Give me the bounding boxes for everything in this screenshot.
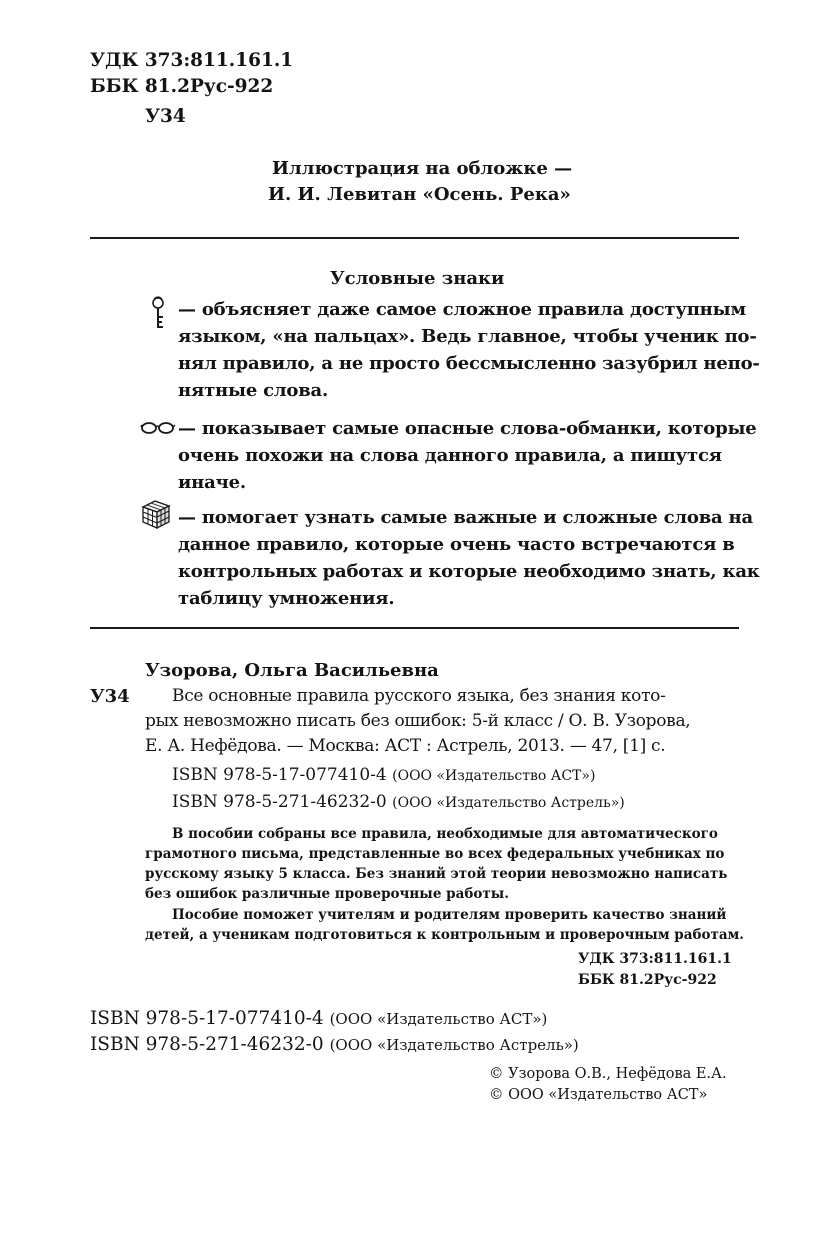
glasses-item-line: иначе. xyxy=(178,472,246,493)
isbn-publisher: (ООО «Издательство Астрель») xyxy=(329,1036,579,1054)
isbn-number: ISBN 978-5-17-077410-4 xyxy=(172,765,387,785)
isbn-number: ISBN 978-5-17-077410-4 xyxy=(90,1008,324,1029)
annotation-line: В пособии собраны все правила, необходимые для автоматического xyxy=(172,826,718,842)
isbn-number: ISBN 978-5-271-46232-0 xyxy=(172,792,387,812)
divider-middle xyxy=(90,627,739,629)
isbn-publisher: (ООО «Издательство АСТ») xyxy=(392,768,596,784)
catalog-isbn2 xyxy=(172,792,625,812)
legend-title: Условные знаки xyxy=(330,268,505,289)
footer-isbn2 xyxy=(90,1034,579,1055)
annotation-line: детей, а ученикам подготовиться к контрольным и проверочным работам. xyxy=(145,927,744,943)
annotation-line: грамотного письма, представленные во всех федеральных учебниках по xyxy=(145,846,725,862)
divider-top xyxy=(90,237,739,239)
catalog-isbn1 xyxy=(172,765,595,785)
glasses-icon xyxy=(140,418,176,438)
isbn-publisher: (ООО «Издательство Астрель») xyxy=(392,795,625,811)
isbn-publisher: (ООО «Издательство АСТ») xyxy=(329,1010,548,1028)
catalog-mark: У34 xyxy=(90,686,130,707)
catalog-author: Узорова, Ольга Васильевна xyxy=(145,660,439,681)
illustration-line1: Иллюстрация на обложке — xyxy=(272,158,573,179)
catalog-description-line: Е. А. Нефёдова. — Москва: АСТ : Астрель, 2013. — 47, [1] с. xyxy=(145,736,666,756)
udk-code: УДК 373:811.161.1 xyxy=(90,50,294,71)
key-icon xyxy=(145,296,171,330)
key-item-line: нятные слова. xyxy=(178,380,329,401)
bbk-code: ББК 81.2Рус-922 xyxy=(90,76,274,97)
annotation-line: русскому языку 5 класса. Без знаний этой теории невозможно написать xyxy=(145,866,728,882)
annotation-line: без ошибок различные проверочные работы. xyxy=(145,886,509,902)
cube-icon xyxy=(140,498,172,530)
key-item-line: нял правило, а не просто бессмысленно зазубрил непо- xyxy=(178,353,760,374)
illustration-line2: И. И. Левитан «Осень. Река» xyxy=(268,184,571,205)
catalog-description-line: Все основные правила русского языка, без знания кото- xyxy=(172,686,666,706)
glasses-item-line: — показывает самые опасные слова-обманки, которые xyxy=(178,418,757,439)
key-item-line: — объясняет даже самое сложное правила доступным xyxy=(178,299,746,320)
author-mark: У34 xyxy=(145,106,186,127)
annotation-line: Пособие поможет учителям и родителям проверить качество знаний xyxy=(172,907,727,923)
cube-item-line: контрольных работах и которые необходимо знать, как xyxy=(178,561,760,582)
cube-item-line: данное правило, которые очень часто встречаются в xyxy=(178,534,735,555)
key-item-line: языком, «на пальцах». Ведь главное, чтобы ученик по- xyxy=(178,326,757,347)
catalog-description-line: рых невозможно писать без ошибок: 5-й класс / О. В. Узорова, xyxy=(145,711,691,731)
catalog-udk: УДК 373:811.161.1 xyxy=(578,951,732,967)
glasses-item-line: очень похожи на слова данного правила, а пишутся xyxy=(178,445,722,466)
copyright-publisher: © ООО «Издательство АСТ» xyxy=(489,1087,708,1103)
cube-item-line: таблицу умножения. xyxy=(178,588,395,609)
isbn-number: ISBN 978-5-271-46232-0 xyxy=(90,1034,324,1055)
catalog-bbk: ББК 81.2Рус-922 xyxy=(578,972,717,988)
cube-item-line: — помогает узнать самые важные и сложные слова на xyxy=(178,507,753,528)
copyright-authors: © Узорова О.В., Нефёдова Е.А. xyxy=(489,1066,727,1082)
footer-isbn1 xyxy=(90,1008,547,1029)
